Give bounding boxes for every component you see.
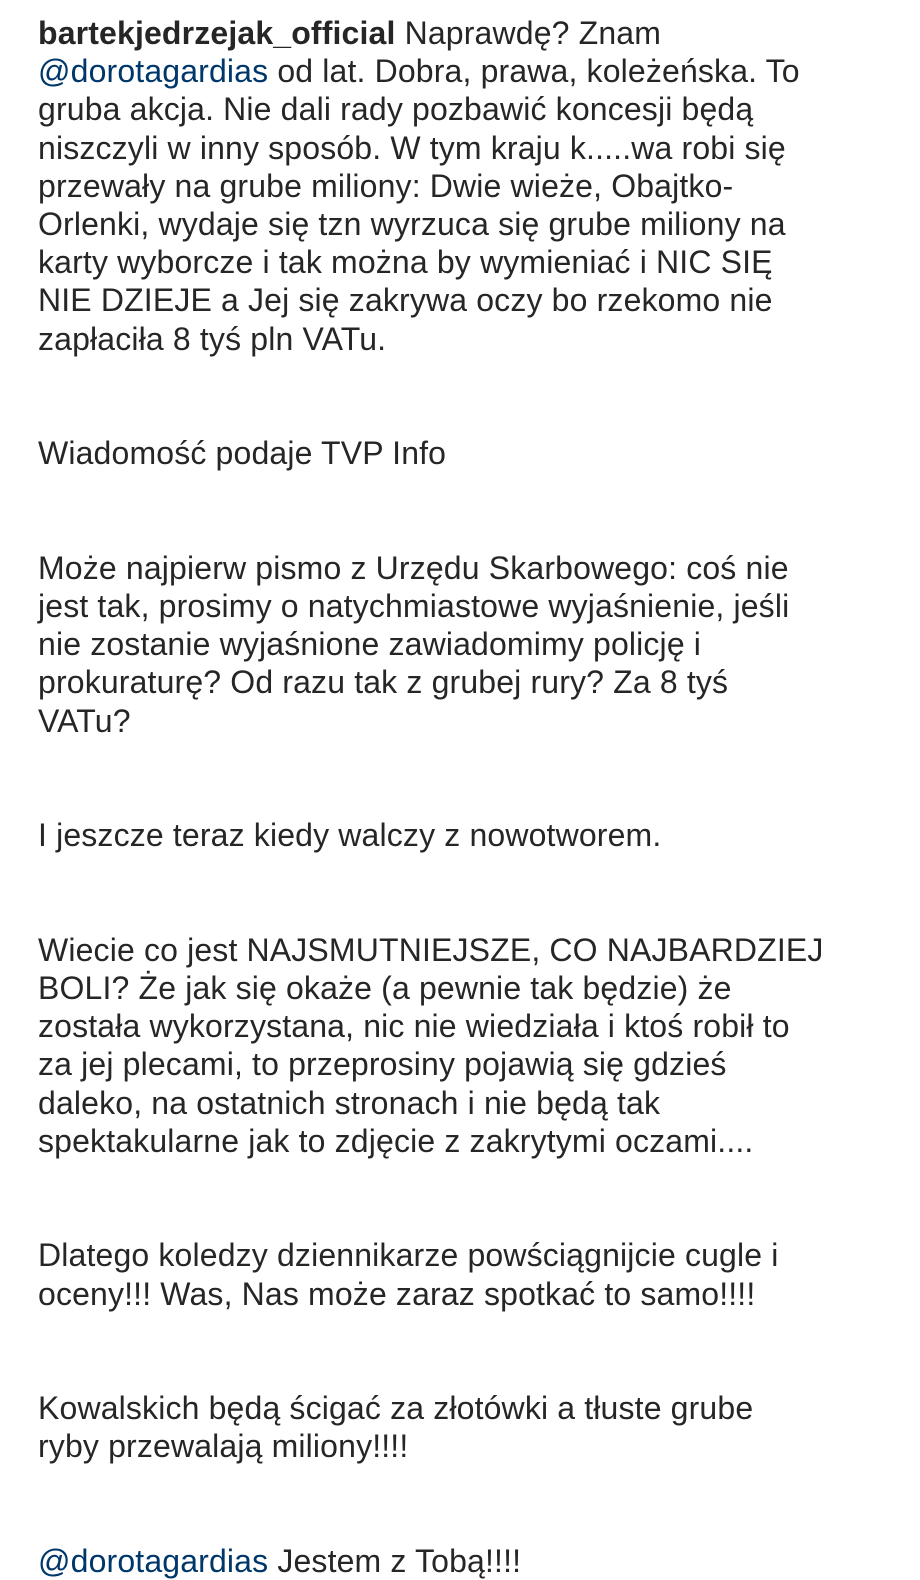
caption-line bbox=[38, 14, 898, 52]
caption-text: od lat. Dobra, prawa, koleżeńska. To bbox=[268, 53, 800, 90]
caption-paragraph bbox=[38, 434, 898, 472]
caption-paragraph bbox=[38, 1236, 898, 1312]
caption-text: Jestem z Tobą!!!! bbox=[268, 1543, 522, 1580]
caption-line: Orlenki, wydaje się tzn wyrzuca się grube miliony na bbox=[38, 206, 786, 243]
caption-line: NIE DZIEJE a Jej się zakrywa oczy bo rzekomo nie bbox=[38, 282, 773, 319]
post-caption bbox=[38, 14, 898, 1580]
caption-line: daleko, na ostatnich stronach i nie będą tak bbox=[38, 1084, 661, 1121]
caption-paragraph bbox=[38, 816, 898, 854]
caption-line: Wiecie co jest NAJSMUTNIEJSZE, CO NAJBARDZIEJ bbox=[38, 931, 824, 968]
username-link[interactable]: bartekjedrzejak_official bbox=[38, 15, 396, 51]
caption-line: Może najpierw pismo z Urzędu Skarbowego: coś nie bbox=[38, 549, 789, 586]
caption-line: gruba akcja. Nie dali rady pozbawić koncesji będą bbox=[38, 91, 754, 128]
mention-link[interactable]: @dorotagardias bbox=[38, 53, 269, 90]
caption-paragraph bbox=[38, 549, 898, 740]
mention-link[interactable]: @dorotagardias bbox=[38, 1543, 269, 1580]
caption-paragraph bbox=[38, 1389, 898, 1465]
caption-line: karty wyborcze i tak można by wymieniać i NIC SIĘ bbox=[38, 244, 773, 281]
caption-line: Kowalskich będą ścigać za złotówki a tłuste grube bbox=[38, 1390, 754, 1427]
caption-line: za jej plecami, to przeprosiny pojawią się gdzieś bbox=[38, 1046, 727, 1083]
caption-line: spektakularne jak to zdjęcie z zakrytymi oczami.... bbox=[38, 1122, 754, 1159]
caption-line: prokuraturę? Od razu tak z grubej rury? Za 8 tyś bbox=[38, 664, 729, 701]
caption-text: Naprawdę? Znam bbox=[395, 15, 662, 51]
caption-line: zapłaciła 8 tyś pln VATu. bbox=[38, 320, 387, 357]
caption-line: nie zostanie wyjaśnione zawiadomimy policję i bbox=[38, 626, 702, 663]
caption-line bbox=[38, 1542, 898, 1580]
caption-line: VATu? bbox=[38, 702, 131, 739]
caption-line: BOLI? Że jak się okaże (a pewnie tak będzie) że bbox=[38, 970, 732, 1007]
caption-line: niszczyli w inny sposób. W tym kraju k.....wa robi się bbox=[38, 129, 786, 166]
caption-line: jest tak, prosimy o natychmiastowe wyjaśnienie, jeśli bbox=[38, 588, 790, 625]
caption-line: Dlatego koledzy dziennikarze powściągnijcie cugle i bbox=[38, 1237, 779, 1274]
caption-paragraph bbox=[38, 931, 898, 1160]
caption-line: Wiadomość podaje TVP Info bbox=[38, 435, 447, 472]
caption-line: została wykorzystana, nic nie wiedziała i ktoś robił to bbox=[38, 1008, 790, 1045]
caption-line bbox=[38, 52, 898, 90]
caption-line: ryby przewalają miliony!!!! bbox=[38, 1428, 409, 1465]
caption-line: oceny!!! Was, Nas może zaraz spotkać to samo!!!! bbox=[38, 1275, 756, 1312]
caption-paragraph bbox=[38, 1542, 898, 1580]
caption-line: I jeszcze teraz kiedy walczy z nowotworem. bbox=[38, 817, 662, 854]
caption-line: przewały na grube miliony: Dwie wieże, Obajtko- bbox=[38, 167, 734, 204]
caption-paragraph bbox=[38, 14, 898, 358]
